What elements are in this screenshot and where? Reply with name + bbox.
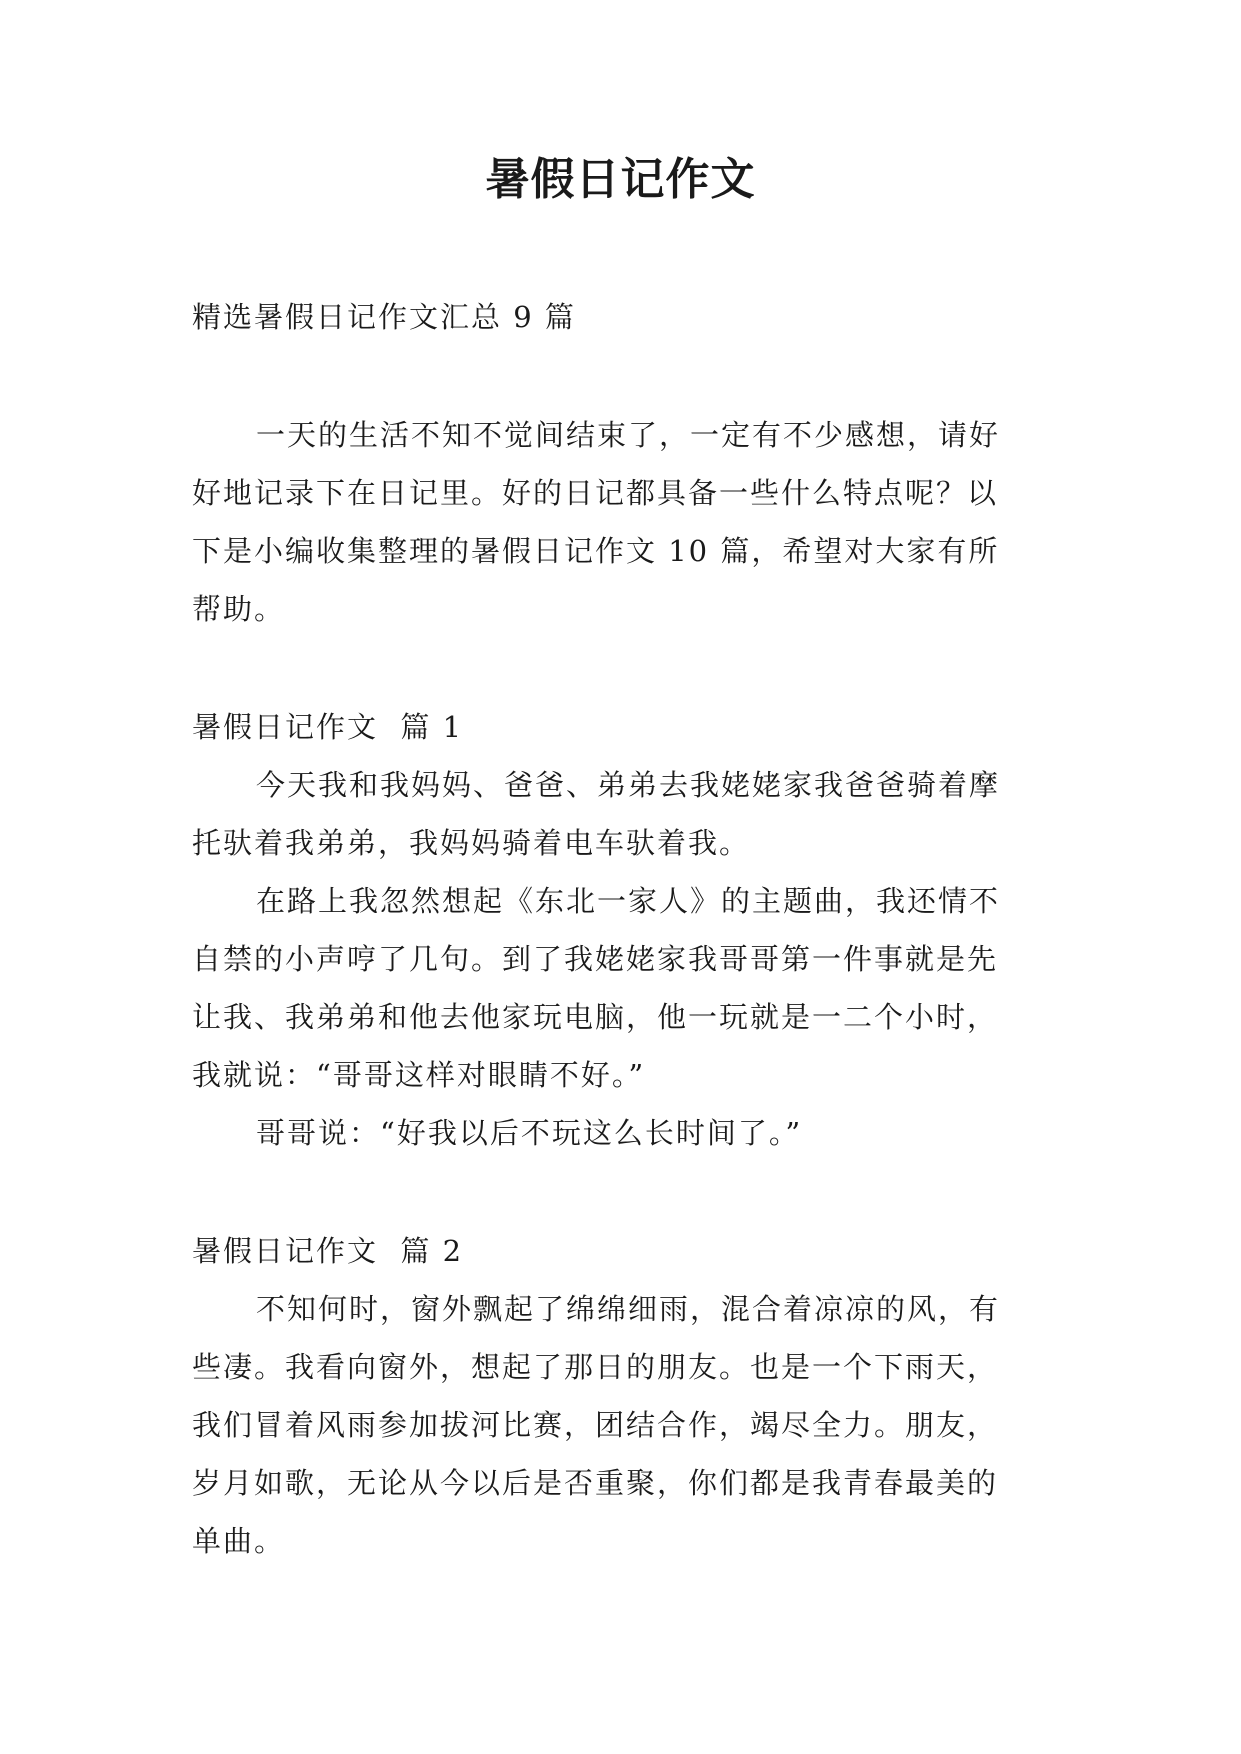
section-line: 不知何时，窗外飘起了绵绵细雨，混合着凉凉的风，有: [256, 1292, 1001, 1326]
document-body: [192, 288, 1054, 1630]
intro-line: 帮助。: [192, 592, 286, 626]
section-heading: 暑假日记作文 篇 1: [192, 710, 464, 744]
section-line: 些凄。我看向窗外，想起了那日的朋友。也是一个下雨天，: [192, 1350, 999, 1384]
section-line: 岁月如歌，无论从今以后是否重聚，你们都是我青春最美的: [192, 1466, 999, 1500]
section-line: 自禁的小声哼了几句。到了我姥姥家我哥哥第一件事就是先: [192, 942, 999, 976]
document-subtitle: 精选暑假日记作文汇总 9 篇: [192, 300, 576, 334]
section-line: 我就说：“哥哥这样对眼睛不好。”: [192, 1058, 646, 1092]
section-heading: 暑假日记作文 篇 2: [192, 1234, 464, 1268]
document-title: 暑假日记作文: [485, 154, 756, 205]
intro-line: 好地记录下在日记里。好的日记都具备一些什么特点呢？以: [192, 476, 999, 510]
section-line: 我们冒着风雨参加拔河比赛，团结合作，竭尽全力。朋友，: [192, 1408, 999, 1442]
section-line: 哥哥说：“好我以后不玩这么长时间了。”: [256, 1116, 803, 1150]
intro-line: 下是小编收集整理的暑假日记作文 10 篇，希望对大家有所: [192, 534, 1000, 568]
section-line: 托驮着我弟弟，我妈妈骑着电车驮着我。: [192, 826, 751, 860]
section-line: 让我、我弟弟和他去他家玩电脑，他一玩就是一二个小时，: [192, 1000, 999, 1034]
section-line: 在路上我忽然想起《东北一家人》的主题曲，我还情不: [256, 884, 1001, 918]
diary-section-2: [192, 1222, 1054, 1570]
diary-section-1: [192, 698, 1054, 1162]
section-line: 单曲。: [192, 1524, 286, 1558]
section-line: 今天我和我妈妈、爸爸、弟弟去我姥姥家我爸爸骑着摩: [256, 768, 1001, 802]
intro-paragraph: [192, 406, 1054, 638]
intro-line: 一天的生活不知不觉间结束了，一定有不少感想，请好: [256, 418, 1001, 452]
